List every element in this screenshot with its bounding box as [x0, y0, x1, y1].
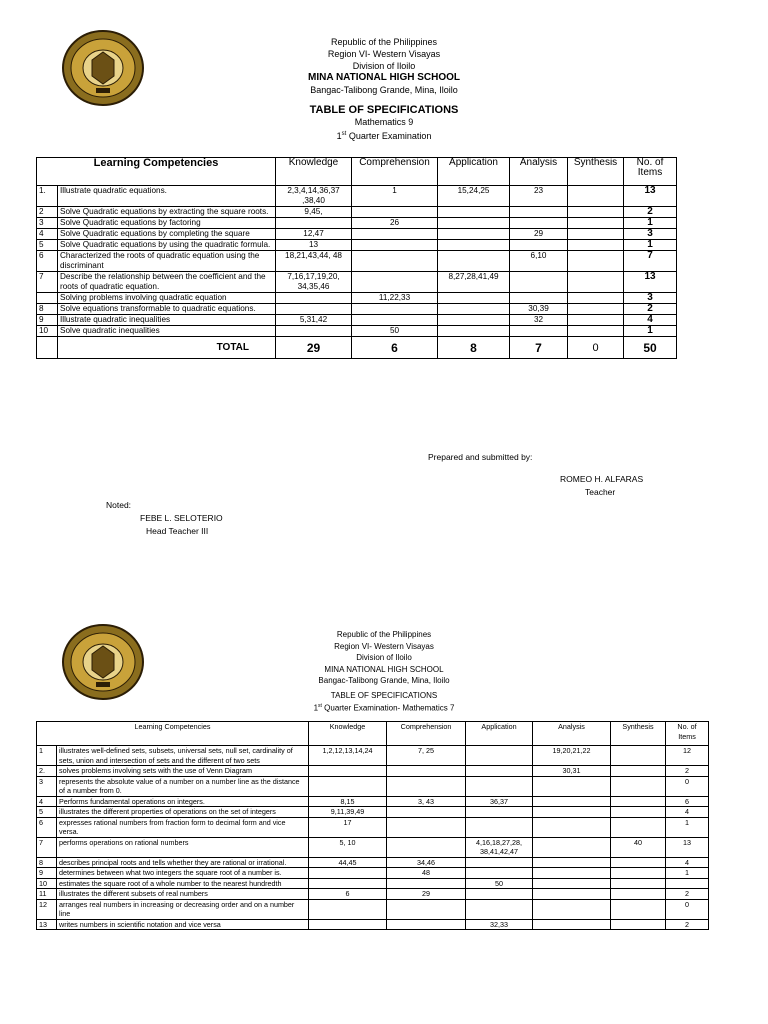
preparer-name: ROMEO H. ALFARAS: [560, 474, 644, 484]
application-cell: [466, 889, 533, 900]
items-cell: [666, 878, 709, 889]
comprehension-cell: 34,46: [387, 857, 466, 868]
items-cell: 1: [666, 817, 709, 837]
total-synthesis: 0: [568, 337, 624, 359]
synthesis-cell: [611, 919, 666, 930]
knowledge-cell: [309, 868, 387, 879]
row-number: 10: [37, 326, 58, 337]
analysis-cell: [533, 889, 611, 900]
table-row: [37, 218, 677, 229]
analysis-cell: 30,39: [510, 304, 568, 315]
table-row: [37, 240, 677, 251]
col-header-synthesis: Synthesis: [568, 158, 624, 186]
table-row: [37, 899, 709, 919]
competency-text: illustrates the different properties of operations on the set of integers: [57, 807, 309, 818]
competency-text: Describe the relationship between the coefficient and the roots of quadratic equation.: [58, 272, 276, 293]
header-2: [0, 629, 768, 714]
application-cell: [466, 746, 533, 766]
items-cell: 13: [666, 837, 709, 857]
t2-col-header-items: No. of Items: [666, 722, 709, 746]
col-header-analysis: Analysis: [510, 158, 568, 186]
comprehension-cell: 29: [387, 889, 466, 900]
items-cell: 4: [666, 857, 709, 868]
total-comprehension: 6: [352, 337, 438, 359]
knowledge-cell: 8,15: [309, 796, 387, 807]
synthesis-cell: 40: [611, 837, 666, 857]
comprehension-cell: [352, 251, 438, 272]
doc-exam: 1st Quarter Examination: [336, 131, 432, 141]
knowledge-cell: 9,45,: [276, 207, 352, 218]
comprehension-cell: [352, 229, 438, 240]
row-number: 7: [37, 837, 57, 857]
competency-text: represents the absolute value of a number on a number line as the distance of a number from 0.: [57, 776, 309, 796]
application-cell: [466, 776, 533, 796]
knowledge-cell: [276, 326, 352, 337]
analysis-cell: [533, 837, 611, 857]
knowledge-cell: 18,21,43,44, 48: [276, 251, 352, 272]
comprehension-cell: [387, 878, 466, 889]
table-row: [37, 272, 677, 293]
row-number: 2.: [37, 766, 57, 777]
comprehension-cell: [387, 766, 466, 777]
table-row: [37, 293, 677, 304]
synthesis-cell: [611, 817, 666, 837]
items-cell: 1: [666, 868, 709, 879]
knowledge-cell: 13: [276, 240, 352, 251]
comprehension-cell: [352, 315, 438, 326]
header2-line-republic: Republic of the Philippines: [336, 630, 432, 639]
row-number: 7: [37, 272, 58, 293]
analysis-cell: [533, 796, 611, 807]
header-line-division: Division of Iloilo: [352, 61, 416, 71]
synthesis-cell: [568, 293, 624, 304]
row-number: 12: [37, 899, 57, 919]
synthesis-cell: [568, 218, 624, 229]
items-cell: 4: [666, 807, 709, 818]
analysis-cell: [533, 919, 611, 930]
competency-text: Solve Quadratic equations by factoring: [58, 218, 276, 229]
items-cell: 13: [624, 186, 677, 207]
comprehension-cell: [387, 837, 466, 857]
knowledge-cell: 1,2,12,13,14,24: [309, 746, 387, 766]
total-knowledge: 29: [276, 337, 352, 359]
row-number: 2: [37, 207, 58, 218]
application-cell: [438, 304, 510, 315]
items-cell: 0: [666, 776, 709, 796]
table-row: [37, 868, 709, 879]
knowledge-cell: [309, 776, 387, 796]
row-number: 11: [37, 889, 57, 900]
comprehension-cell: [387, 919, 466, 930]
application-cell: [466, 899, 533, 919]
table-row: [37, 229, 677, 240]
row-number: 10: [37, 878, 57, 889]
analysis-cell: [510, 272, 568, 293]
analysis-cell: [533, 857, 611, 868]
competency-text: Solve quadratic inequalities: [58, 326, 276, 337]
comprehension-cell: [387, 899, 466, 919]
items-cell: 2: [666, 889, 709, 900]
comprehension-cell: [352, 207, 438, 218]
synthesis-cell: [568, 326, 624, 337]
analysis-cell: [510, 218, 568, 229]
items-cell: 3: [624, 229, 677, 240]
competency-text: illustrates the different subsets of real numbers: [57, 889, 309, 900]
row-number: 5: [37, 240, 58, 251]
comprehension-cell: 48: [387, 868, 466, 879]
items-cell: 2: [624, 304, 677, 315]
items-cell: 7: [624, 251, 677, 272]
synthesis-cell: [611, 868, 666, 879]
row-number: 3: [37, 218, 58, 229]
comprehension-cell: 26: [352, 218, 438, 229]
synthesis-cell: [568, 229, 624, 240]
knowledge-cell: 9,11,39,49: [309, 807, 387, 818]
items-cell: 2: [624, 207, 677, 218]
application-cell: 32,33: [466, 919, 533, 930]
competency-text: Solve Quadratic equations by using the quadratic formula.: [58, 240, 276, 251]
doc-subject: Mathematics 9: [354, 117, 414, 127]
table-row: [37, 817, 709, 837]
comprehension-cell: [352, 304, 438, 315]
knowledge-cell: 2,3,4,14,36,37 ,38,40: [276, 186, 352, 207]
comprehension-cell: [387, 817, 466, 837]
t2-col-header-application: Application: [466, 722, 533, 746]
row-number: 1.: [37, 186, 58, 207]
header-line-region: Region VI- Western Visayas: [327, 49, 441, 59]
analysis-cell: [533, 899, 611, 919]
competency-text: Solve equations transformable to quadratic equations.: [58, 304, 276, 315]
table-row: [37, 746, 709, 766]
knowledge-cell: 7,16,17,19,20, 34,35,46: [276, 272, 352, 293]
row-number: 6: [37, 251, 58, 272]
comprehension-cell: 50: [352, 326, 438, 337]
analysis-cell: 30,31: [533, 766, 611, 777]
competency-text: Illustrate quadratic inequalities: [58, 315, 276, 326]
competency-text: determines between what two integers the square root of a number is.: [57, 868, 309, 879]
application-cell: 4,16,18,27,28, 38,41,42,47: [466, 837, 533, 857]
analysis-cell: 29: [510, 229, 568, 240]
competency-text: Solve Quadratic equations by extracting the square roots.: [58, 207, 276, 218]
doc2-title: TABLE OF SPECIFICATIONS: [330, 690, 438, 700]
tos-table-1: [36, 157, 677, 359]
table-row: [37, 857, 709, 868]
table-row: [37, 807, 709, 818]
competency-text: arranges real numbers in increasing or decreasing order and on a number line: [57, 899, 309, 919]
comprehension-cell: [352, 272, 438, 293]
preparer-title: Teacher: [585, 487, 616, 497]
header2-address: Bangac-Talibong Grande, Mina, Iloilo: [318, 676, 450, 685]
application-cell: [466, 817, 533, 837]
application-cell: [438, 240, 510, 251]
items-cell: 6: [666, 796, 709, 807]
col-header-competencies: Learning Competencies: [37, 158, 276, 186]
application-cell: 36,37: [466, 796, 533, 807]
table-row: [37, 304, 677, 315]
synthesis-cell: [611, 796, 666, 807]
analysis-cell: [533, 817, 611, 837]
comprehension-cell: 1: [352, 186, 438, 207]
application-cell: 15,24,25: [438, 186, 510, 207]
knowledge-cell: [276, 218, 352, 229]
table-row: [37, 766, 709, 777]
analysis-cell: [533, 807, 611, 818]
items-cell: 3: [624, 293, 677, 304]
t2-col-header-synthesis: Synthesis: [611, 722, 666, 746]
col-header-comprehension: Comprehension: [352, 158, 438, 186]
analysis-cell: 23: [510, 186, 568, 207]
analysis-cell: [510, 326, 568, 337]
application-cell: [438, 293, 510, 304]
synthesis-cell: [611, 857, 666, 868]
analysis-cell: [533, 878, 611, 889]
synthesis-cell: [568, 304, 624, 315]
synthesis-cell: [568, 186, 624, 207]
competency-text: writes numbers in scientific notation and vice versa: [57, 919, 309, 930]
table-row: [37, 326, 677, 337]
header-school-name: MINA NATIONAL HIGH SCHOOL: [307, 72, 461, 83]
application-cell: [466, 857, 533, 868]
table-row: [37, 776, 709, 796]
application-cell: [438, 207, 510, 218]
competency-text: Performs fundamental operations on integers.: [57, 796, 309, 807]
synthesis-cell: [568, 207, 624, 218]
synthesis-cell: [611, 766, 666, 777]
application-cell: [466, 807, 533, 818]
knowledge-cell: 5,31,42: [276, 315, 352, 326]
table-row: [37, 186, 677, 207]
prepared-label: Prepared and submitted by:: [428, 452, 533, 462]
synthesis-cell: [611, 807, 666, 818]
knowledge-cell: [309, 919, 387, 930]
knowledge-cell: 12,47: [276, 229, 352, 240]
competency-text: Illustrate quadratic equations.: [58, 186, 276, 207]
analysis-cell: [533, 776, 611, 796]
knowledge-cell: 6: [309, 889, 387, 900]
header-line-republic: Republic of the Philippines: [330, 37, 438, 47]
synthesis-cell: [568, 272, 624, 293]
table-row: [37, 889, 709, 900]
items-cell: 2: [666, 919, 709, 930]
knowledge-cell: 44,45: [309, 857, 387, 868]
row-number: 4: [37, 229, 58, 240]
table-row: [37, 315, 677, 326]
comprehension-cell: 11,22,33: [352, 293, 438, 304]
table-row: [37, 919, 709, 930]
analysis-cell: [510, 207, 568, 218]
competency-text: performs operations on rational numbers: [57, 837, 309, 857]
row-number: 5: [37, 807, 57, 818]
analysis-cell: [510, 240, 568, 251]
analysis-cell: [510, 293, 568, 304]
items-cell: 13: [624, 272, 677, 293]
col-header-items: No. of Items: [624, 158, 677, 186]
table-row: [37, 837, 709, 857]
synthesis-cell: [611, 878, 666, 889]
col-header-knowledge: Knowledge: [276, 158, 352, 186]
application-cell: [466, 868, 533, 879]
tos-table-2: [36, 721, 709, 930]
synthesis-cell: [611, 746, 666, 766]
competency-text: describes principal roots and tells whether they are rational or irrational.: [57, 857, 309, 868]
synthesis-cell: [568, 251, 624, 272]
row-number: 13: [37, 919, 57, 930]
row-number: 3: [37, 776, 57, 796]
row-number: 4: [37, 796, 57, 807]
row-number: 1: [37, 746, 57, 766]
application-cell: [438, 251, 510, 272]
header2-line-division: Division of Iloilo: [356, 653, 412, 662]
knowledge-cell: [276, 293, 352, 304]
application-cell: [466, 766, 533, 777]
row-number: 9: [37, 868, 57, 879]
row-number: [37, 293, 58, 304]
comprehension-cell: [352, 240, 438, 251]
comprehension-cell: 3, 43: [387, 796, 466, 807]
application-cell: [438, 218, 510, 229]
comprehension-cell: 7, 25: [387, 746, 466, 766]
t2-col-header-comprehension: Comprehension: [387, 722, 466, 746]
competency-text: estimates the square root of a whole number to the nearest hundredth: [57, 878, 309, 889]
table-row: [37, 251, 677, 272]
competency-text: solves problems involving sets with the use of Venn Diagram: [57, 766, 309, 777]
doc-title: TABLE OF SPECIFICATIONS: [309, 104, 459, 116]
total-items: 50: [624, 337, 677, 359]
total-application: 8: [438, 337, 510, 359]
t2-col-header-competencies: Learning Competencies: [37, 722, 309, 746]
items-cell: 1: [624, 218, 677, 229]
synthesis-cell: [611, 889, 666, 900]
knowledge-cell: [309, 766, 387, 777]
header-address: Bangac-Talibong Grande, Mina, Iloilo: [310, 85, 458, 95]
table-row: [37, 878, 709, 889]
analysis-cell: 19,20,21,22: [533, 746, 611, 766]
noted-title: Head Teacher III: [146, 526, 209, 536]
competency-text: Solving problems involving quadratic equation: [58, 293, 276, 304]
noted-label: Noted:: [106, 500, 132, 510]
items-cell: 1: [624, 326, 677, 337]
items-cell: 0: [666, 899, 709, 919]
synthesis-cell: [568, 315, 624, 326]
knowledge-cell: 5, 10: [309, 837, 387, 857]
items-cell: 12: [666, 746, 709, 766]
total-label: TOTAL: [58, 337, 276, 359]
row-number: 6: [37, 817, 57, 837]
analysis-cell: [533, 868, 611, 879]
competency-text: illustrates well-defined sets, subsets, universal sets, null set, cardinality of sets, union and intersection of sets and the different of two sets: [57, 746, 309, 766]
header-1: [0, 36, 768, 142]
synthesis-cell: [611, 776, 666, 796]
table-row: [37, 207, 677, 218]
header2-school-name: MINA NATIONAL HIGH SCHOOL: [324, 664, 444, 674]
table-row: [37, 796, 709, 807]
items-cell: 2: [666, 766, 709, 777]
t2-col-header-knowledge: Knowledge: [309, 722, 387, 746]
items-cell: 1: [624, 240, 677, 251]
competency-text: Solve Quadratic equations by completing the square: [58, 229, 276, 240]
synthesis-cell: [611, 899, 666, 919]
application-cell: [438, 229, 510, 240]
items-cell: 4: [624, 315, 677, 326]
col-header-application: Application: [438, 158, 510, 186]
application-cell: 50: [466, 878, 533, 889]
row-number: 8: [37, 304, 58, 315]
header2-line-region: Region VI- Western Visayas: [334, 641, 434, 651]
competency-text: Characterized the roots of quadratic equation using the discriminant: [58, 251, 276, 272]
row-number: 9: [37, 315, 58, 326]
application-cell: 8,27,28,41,49: [438, 272, 510, 293]
analysis-cell: 32: [510, 315, 568, 326]
noted-name: FEBE L. SELOTERIO: [140, 513, 223, 523]
knowledge-cell: [309, 878, 387, 889]
t2-col-header-analysis: Analysis: [533, 722, 611, 746]
total-row: [37, 337, 677, 359]
application-cell: [438, 315, 510, 326]
analysis-cell: 6,10: [510, 251, 568, 272]
application-cell: [438, 326, 510, 337]
knowledge-cell: 17: [309, 817, 387, 837]
comprehension-cell: [387, 776, 466, 796]
knowledge-cell: [276, 304, 352, 315]
row-number: 8: [37, 857, 57, 868]
comprehension-cell: [387, 807, 466, 818]
competency-text: expresses rational numbers from fraction form to decimal form and vice versa.: [57, 817, 309, 837]
total-analysis: 7: [510, 337, 568, 359]
synthesis-cell: [568, 240, 624, 251]
doc2-exam: 1st Quarter Examination- Mathematics 7: [313, 703, 455, 713]
knowledge-cell: [309, 899, 387, 919]
